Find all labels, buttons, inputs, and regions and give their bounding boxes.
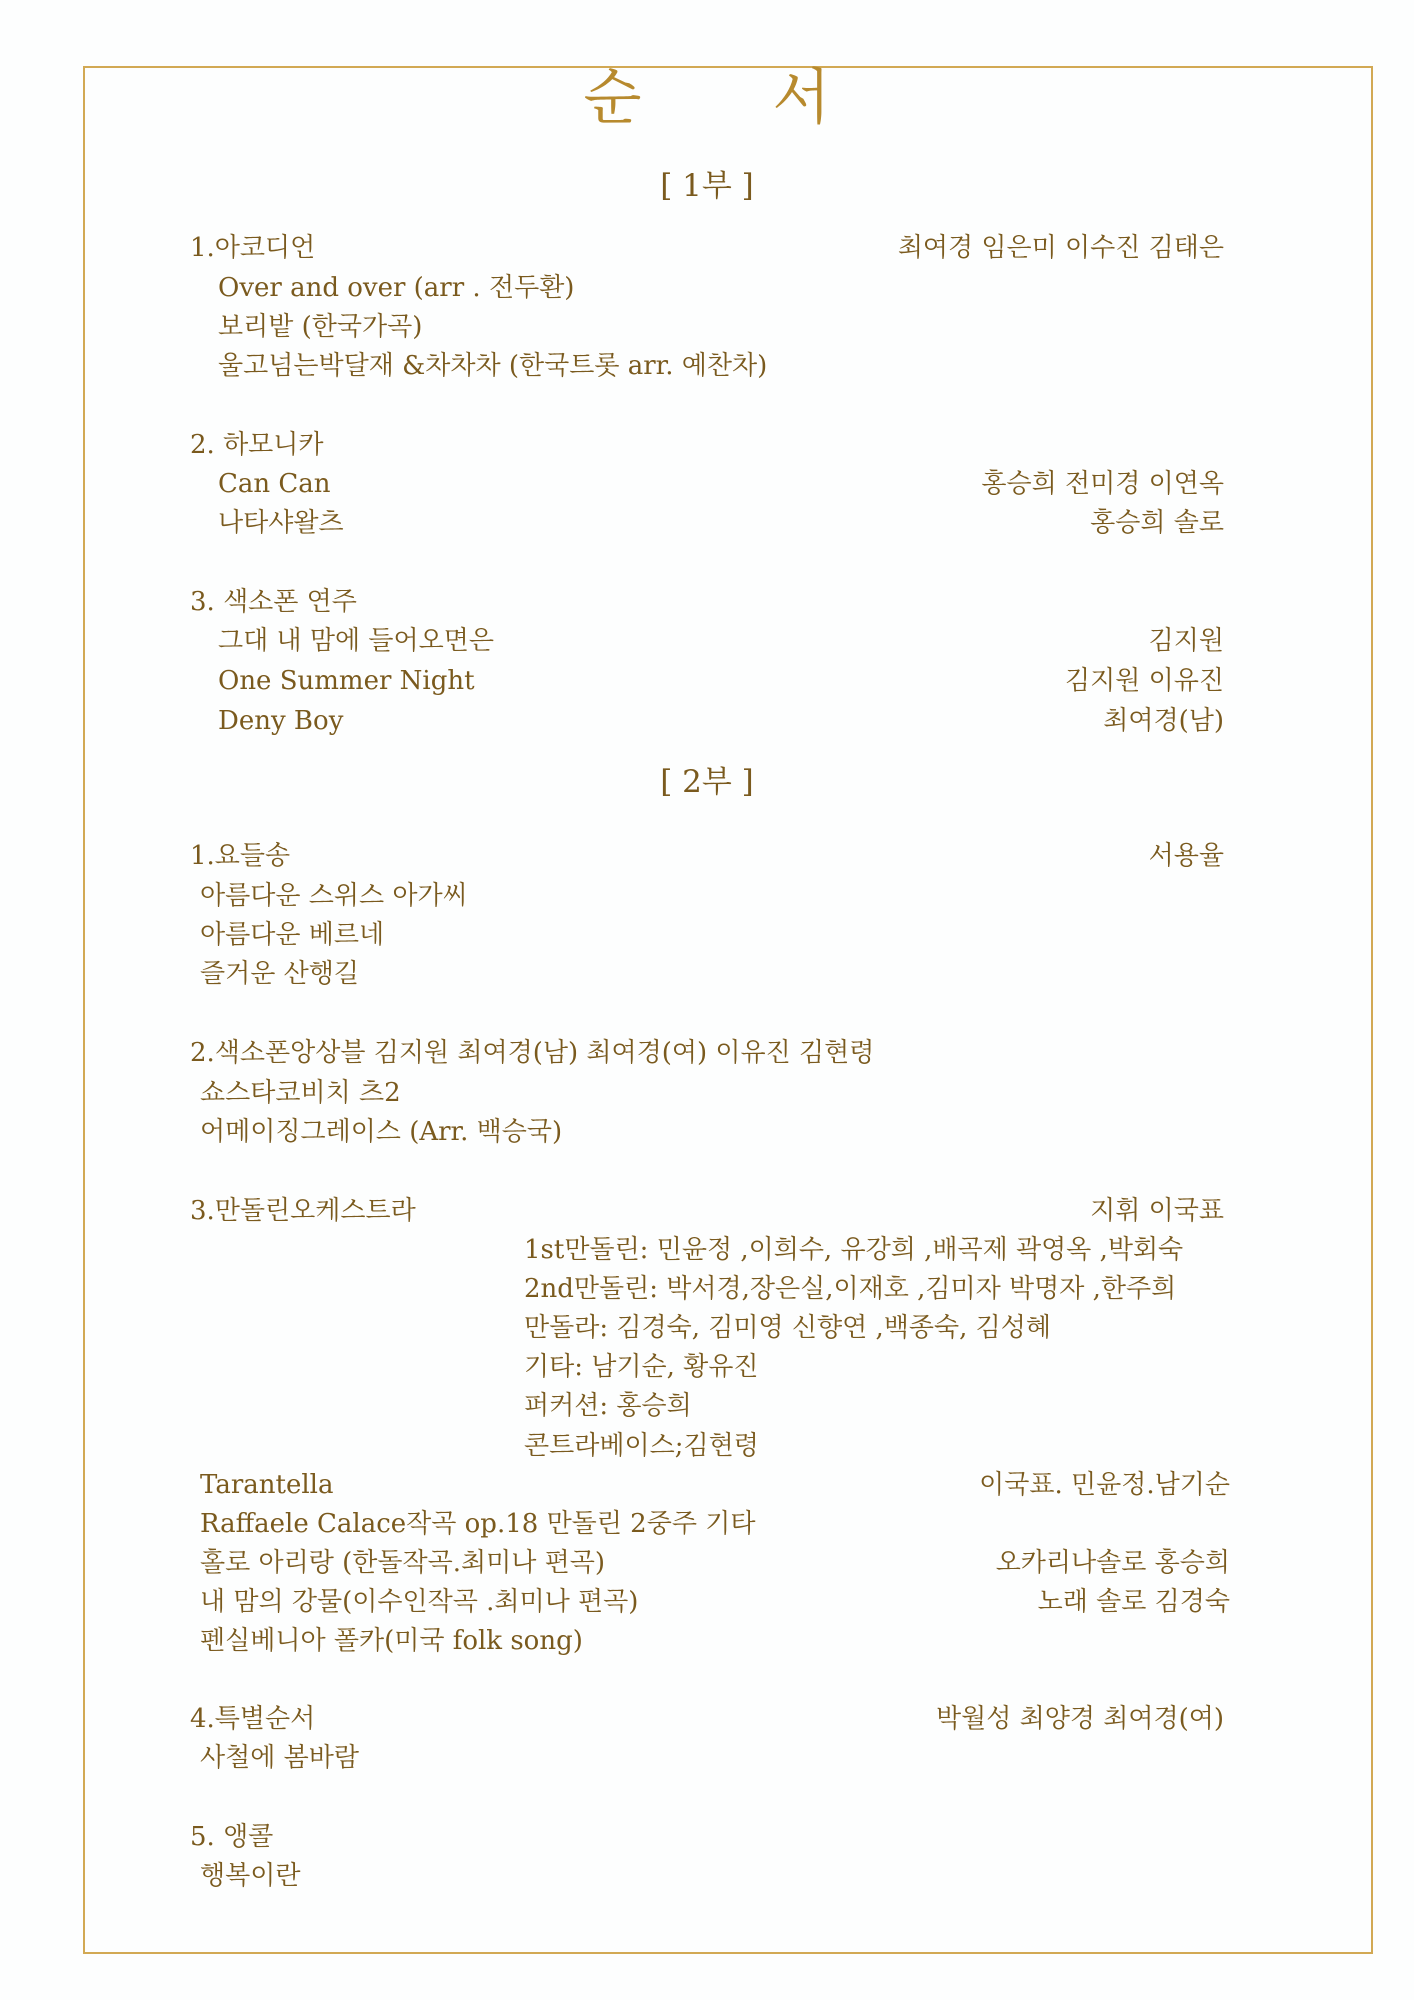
- p2-yodel-item: 아름다운 스위스 아가씨: [200, 881, 468, 911]
- p2-yodel-title: 1.요들송: [190, 841, 291, 871]
- p2-mandolin-piece: 펜실베니아 폴카(미국 folk song): [200, 1626, 583, 1656]
- p2-yodel-item: 즐거운 산행길: [200, 959, 359, 989]
- page-title: 순 서: [583, 63, 887, 133]
- p1-saxophone-piece: Deny Boy: [218, 706, 344, 736]
- p2-mandolin-conductor: 지휘 이국표: [1090, 1196, 1224, 1226]
- part2-heading: [ 2부 ]: [660, 764, 754, 800]
- p1-accordion-performers: 최여경 임은미 이수진 김태은: [897, 233, 1224, 263]
- p2-encore-title: 5. 앵콜: [190, 1822, 274, 1852]
- p2-mandolin-member: 2nd만돌린: 박서경,장은실,이재호 ,김미자 박명자 ,한주희: [524, 1274, 1177, 1304]
- p2-mandolin-piece: 내 맘의 강물(이수인작곡 .최미나 편곡): [200, 1587, 639, 1617]
- p2-yodel-item: 아름다운 베르네: [200, 920, 385, 950]
- p2-mandolin-member: 만돌라: 김경숙, 김미영 신향연 ,백종숙, 김성혜: [524, 1313, 1051, 1343]
- p1-accordion-item: Over and over (arr . 전두환): [218, 273, 575, 303]
- p2-special-item: 사철에 봄바람: [200, 1743, 359, 1773]
- p1-accordion-title: 1.아코디언: [190, 233, 316, 263]
- p2-special-performers: 박월성 최양경 최여경(여): [936, 1704, 1224, 1734]
- p1-harmonica-performers: 홍승희 솔로: [1090, 508, 1224, 538]
- p2-sax-ensemble-item: 어메이징그레이스 (Arr. 백승국): [200, 1117, 563, 1147]
- p1-saxophone-piece: 그대 내 맘에 들어오면은: [218, 626, 494, 656]
- p1-harmonica-title: 2. 하모니카: [190, 430, 324, 460]
- p2-mandolin-piece-performers: 노래 솔로 김경숙: [1037, 1587, 1230, 1617]
- p2-encore-item: 행복이란: [200, 1861, 301, 1891]
- p1-saxophone-performers: 김지원: [1148, 626, 1224, 656]
- p1-accordion-item: 울고넘는박달재 &차차차 (한국트롯 arr. 예찬차): [218, 351, 768, 381]
- p2-mandolin-piece-performers: 오카리나솔로 홍승희: [995, 1548, 1230, 1578]
- p2-mandolin-piece-performers: 이국표. 민윤정.남기순: [979, 1470, 1230, 1500]
- p1-saxophone-title: 3. 색소폰 연주: [190, 587, 357, 617]
- p1-harmonica-piece: Can Can: [218, 469, 331, 499]
- p2-mandolin-member: 퍼커션: 홍승희: [524, 1391, 692, 1421]
- p2-mandolin-member: 콘트라베이스;김현령: [524, 1431, 759, 1461]
- p2-sax-ensemble-item: 쇼스타코비치 츠2: [200, 1078, 401, 1108]
- p2-mandolin-piece: Tarantella: [200, 1470, 334, 1500]
- p1-saxophone-performers: 김지원 이유진: [1065, 666, 1224, 696]
- p2-special-title: 4.특별순서: [190, 1704, 316, 1734]
- p1-harmonica-piece: 나타샤왈츠: [218, 508, 344, 538]
- p2-sax-ensemble-title: 2.색소폰앙상블 김지원 최여경(남) 최여경(여) 이유진 김현령: [190, 1038, 875, 1068]
- p2-mandolin-piece: Raffaele Calace작곡 op.18 만돌린 2중주 기타: [200, 1509, 756, 1539]
- p1-saxophone-performers: 최여경(남): [1103, 706, 1224, 736]
- p1-harmonica-performers: 홍승희 전미경 이연옥: [981, 469, 1224, 499]
- p2-mandolin-title: 3.만돌린오케스트라: [190, 1196, 416, 1226]
- p1-accordion-item: 보리밭 (한국가곡): [218, 312, 423, 342]
- part1-heading: [ 1부 ]: [660, 168, 754, 204]
- p2-mandolin-member: 기타: 남기순, 황유진: [524, 1352, 759, 1382]
- p1-saxophone-piece: One Summer Night: [218, 666, 475, 696]
- p2-mandolin-piece: 홀로 아리랑 (한돌작곡.최미나 편곡): [200, 1548, 605, 1578]
- p2-mandolin-member: 1st만돌린: 민윤정 ,이희수, 유강희 ,배곡제 곽영옥 ,박회숙: [524, 1235, 1184, 1265]
- p2-yodel-performers: 서용율: [1148, 841, 1224, 871]
